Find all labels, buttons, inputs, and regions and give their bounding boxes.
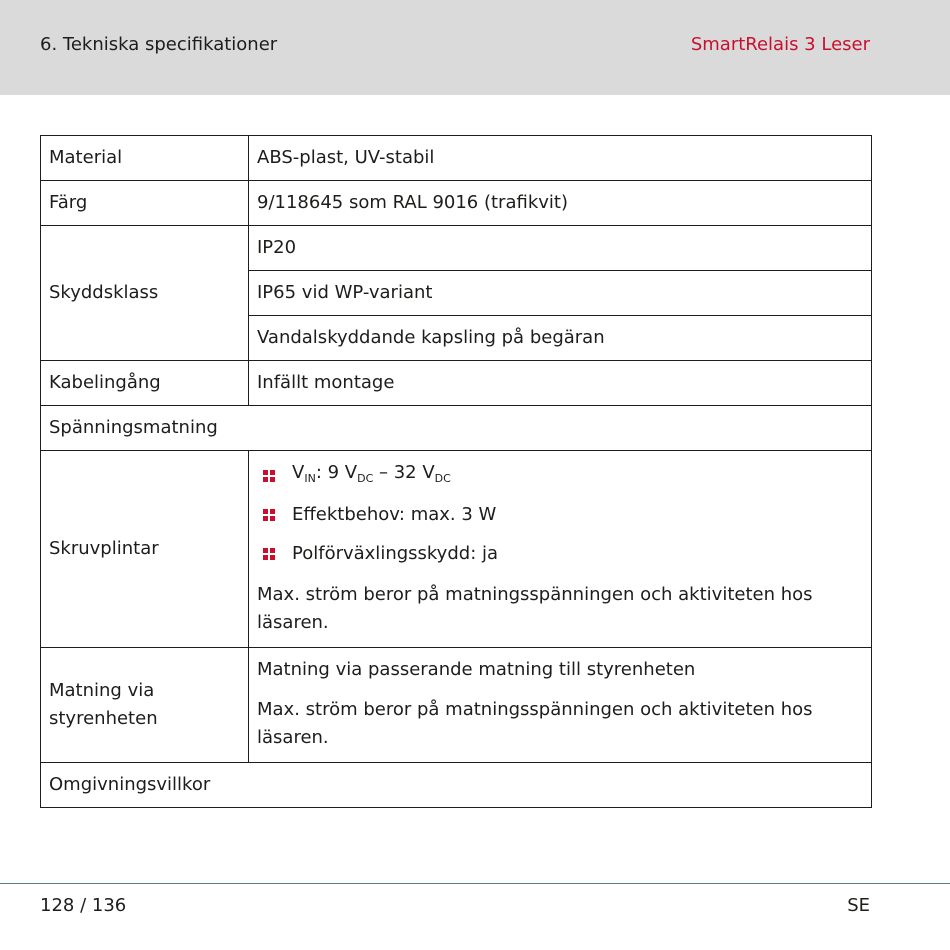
bullet-icon xyxy=(263,509,275,521)
spec-table xyxy=(40,135,872,808)
table-row xyxy=(41,648,872,763)
controller-note: Max. ström beror på matningsspänningen och aktiviteten hos läsaren. xyxy=(257,699,813,748)
environment-section-heading: Omgivningsvillkor xyxy=(41,763,872,808)
table-row xyxy=(41,226,872,271)
protection-value: Vandalskyddande kapsling på begäran xyxy=(249,316,872,361)
power-section-heading: Spänningsmatning xyxy=(41,406,872,451)
table-row xyxy=(41,451,872,648)
color-value: 9/118645 som RAL 9016 (trafikvit) xyxy=(249,181,872,226)
controller-value xyxy=(249,648,872,763)
list-item xyxy=(257,456,863,495)
table-row xyxy=(41,136,872,181)
controller-line: Matning via passerande matning till styrenheten xyxy=(257,659,696,680)
cable-value: Infällt montage xyxy=(249,361,872,406)
protection-label: Skyddsklass xyxy=(41,226,249,361)
bullet-icon xyxy=(263,470,275,482)
protection-value: IP65 vid WP-variant xyxy=(249,271,872,316)
table-row xyxy=(41,361,872,406)
product-name: SmartRelais 3 Leser xyxy=(690,34,870,55)
material-value: ABS-plast, UV-stabil xyxy=(249,136,872,181)
controller-label: Matning via styrenheten xyxy=(41,648,249,763)
page-header xyxy=(0,0,950,95)
table-row xyxy=(41,406,872,451)
vin-text: $V_{IN}$: 9 $V_{DC} - 32$ $V_{DC}$ xyxy=(292,461,451,485)
protection-value: IP20 xyxy=(249,226,872,271)
bullet-icon xyxy=(263,548,275,560)
list-item xyxy=(257,495,863,534)
bullet-list xyxy=(257,456,863,573)
table-row xyxy=(41,181,872,226)
table-row xyxy=(41,763,872,808)
section-title: 6. Tekniska specifikationer xyxy=(40,34,278,55)
footer-divider xyxy=(0,883,950,884)
terminals-label: Skruvplintar xyxy=(41,451,249,648)
color-label: Färg xyxy=(41,181,249,226)
page-number: 128 / 136 xyxy=(40,895,127,916)
cable-label: Kabelingång xyxy=(41,361,249,406)
polarity-text: Polförväxlingsskydd: ja xyxy=(292,542,499,564)
power-demand-text: Effektbehov: max. 3 W xyxy=(292,503,497,525)
terminals-value xyxy=(249,451,872,648)
terminals-note: Max. ström beror på matningsspänningen och aktiviteten hos läsaren. xyxy=(257,584,813,633)
material-label: Material xyxy=(41,136,249,181)
list-item xyxy=(257,534,863,573)
language-code: SE xyxy=(847,895,870,916)
